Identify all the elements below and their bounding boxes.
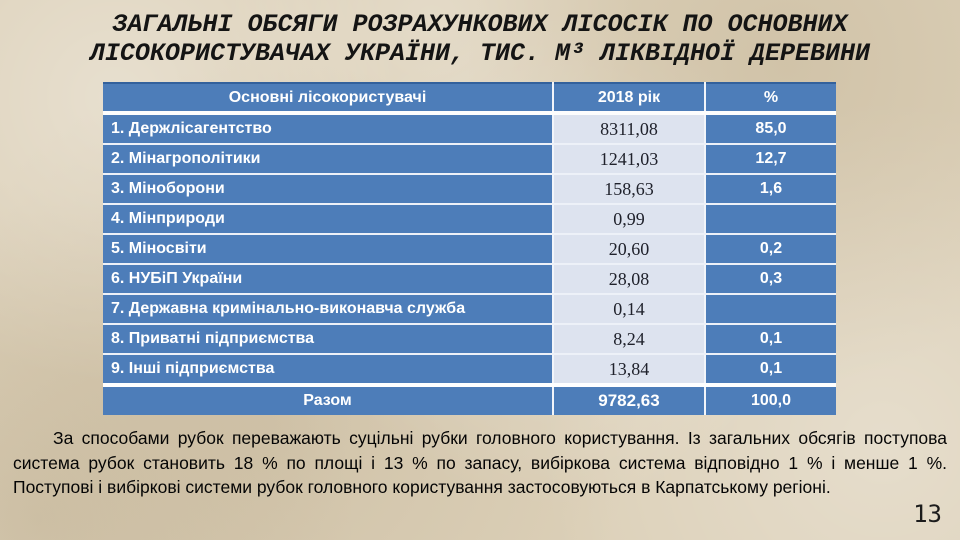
row-name: 1. Держлісагентство [103, 113, 553, 144]
row-percent: 0,1 [705, 324, 836, 354]
slide-title-line1: ЗАГАЛЬНІ ОБСЯГИ РОЗРАХУНКОВИХ ЛІСОСІК ПО ОСНОВНИХ [112, 10, 848, 39]
total-label: Разом [103, 385, 553, 415]
row-percent [705, 294, 836, 324]
row-value: 8,24 [553, 324, 705, 354]
table-row [103, 264, 836, 294]
table-row [103, 324, 836, 354]
row-percent: 12,7 [705, 144, 836, 174]
row-name: 5. Міносвіти [103, 234, 553, 264]
slide-title-line2: ЛІСОКОРИСТУВАЧАХ УКРАЇНИ, ТИС. М³ ЛІКВІДНОЇ ДЕРЕВИНИ [89, 39, 871, 68]
table-row [103, 174, 836, 204]
table-row [103, 294, 836, 324]
table-total-row [103, 385, 836, 415]
header-percent: % [705, 83, 836, 113]
table-row [103, 113, 836, 144]
total-percent: 100,0 [705, 385, 836, 415]
body-paragraph: За способами рубок переважають суцільні рубки головного користування. Із загальних обсягів поступова система рубок становить 18 % по площі і 13 % по запасу, вибіркова система відповідно 1 % і менше 1 %. Поступові і вибіркові системи рубок головного користування застосовуються в Карпатському регіоні. [13, 428, 947, 497]
header-year-2018: 2018 рік [553, 83, 705, 113]
row-value: 0,99 [553, 204, 705, 234]
row-name: 7. Державна кримінально-виконавча служба [103, 294, 553, 324]
total-value: 9782,63 [553, 385, 705, 415]
row-percent: 1,6 [705, 174, 836, 204]
row-value: 158,63 [553, 174, 705, 204]
row-name: 3. Міноборони [103, 174, 553, 204]
row-value: 0,14 [553, 294, 705, 324]
page-number: 13 [913, 500, 942, 528]
row-percent: 85,0 [705, 113, 836, 144]
forest-users-table [103, 82, 836, 415]
row-name: 2. Мінагрополітики [103, 144, 553, 174]
table-row [103, 354, 836, 385]
table-row [103, 204, 836, 234]
row-percent: 0,3 [705, 264, 836, 294]
row-percent [705, 204, 836, 234]
row-value: 13,84 [553, 354, 705, 385]
row-value: 20,60 [553, 234, 705, 264]
table-row [103, 144, 836, 174]
row-name: 9. Інші підприємства [103, 354, 553, 385]
row-value: 28,08 [553, 264, 705, 294]
row-value: 1241,03 [553, 144, 705, 174]
slide-title [0, 10, 960, 68]
header-main-users: Основні лісокористувачі [103, 83, 553, 113]
row-name: 6. НУБіП України [103, 264, 553, 294]
table-row [103, 234, 836, 264]
row-name: 8. Приватні підприємства [103, 324, 553, 354]
row-name: 4. Мінприроди [103, 204, 553, 234]
row-value: 8311,08 [553, 113, 705, 144]
row-percent: 0,1 [705, 354, 836, 385]
table-header-row [103, 83, 836, 113]
row-percent: 0,2 [705, 234, 836, 264]
